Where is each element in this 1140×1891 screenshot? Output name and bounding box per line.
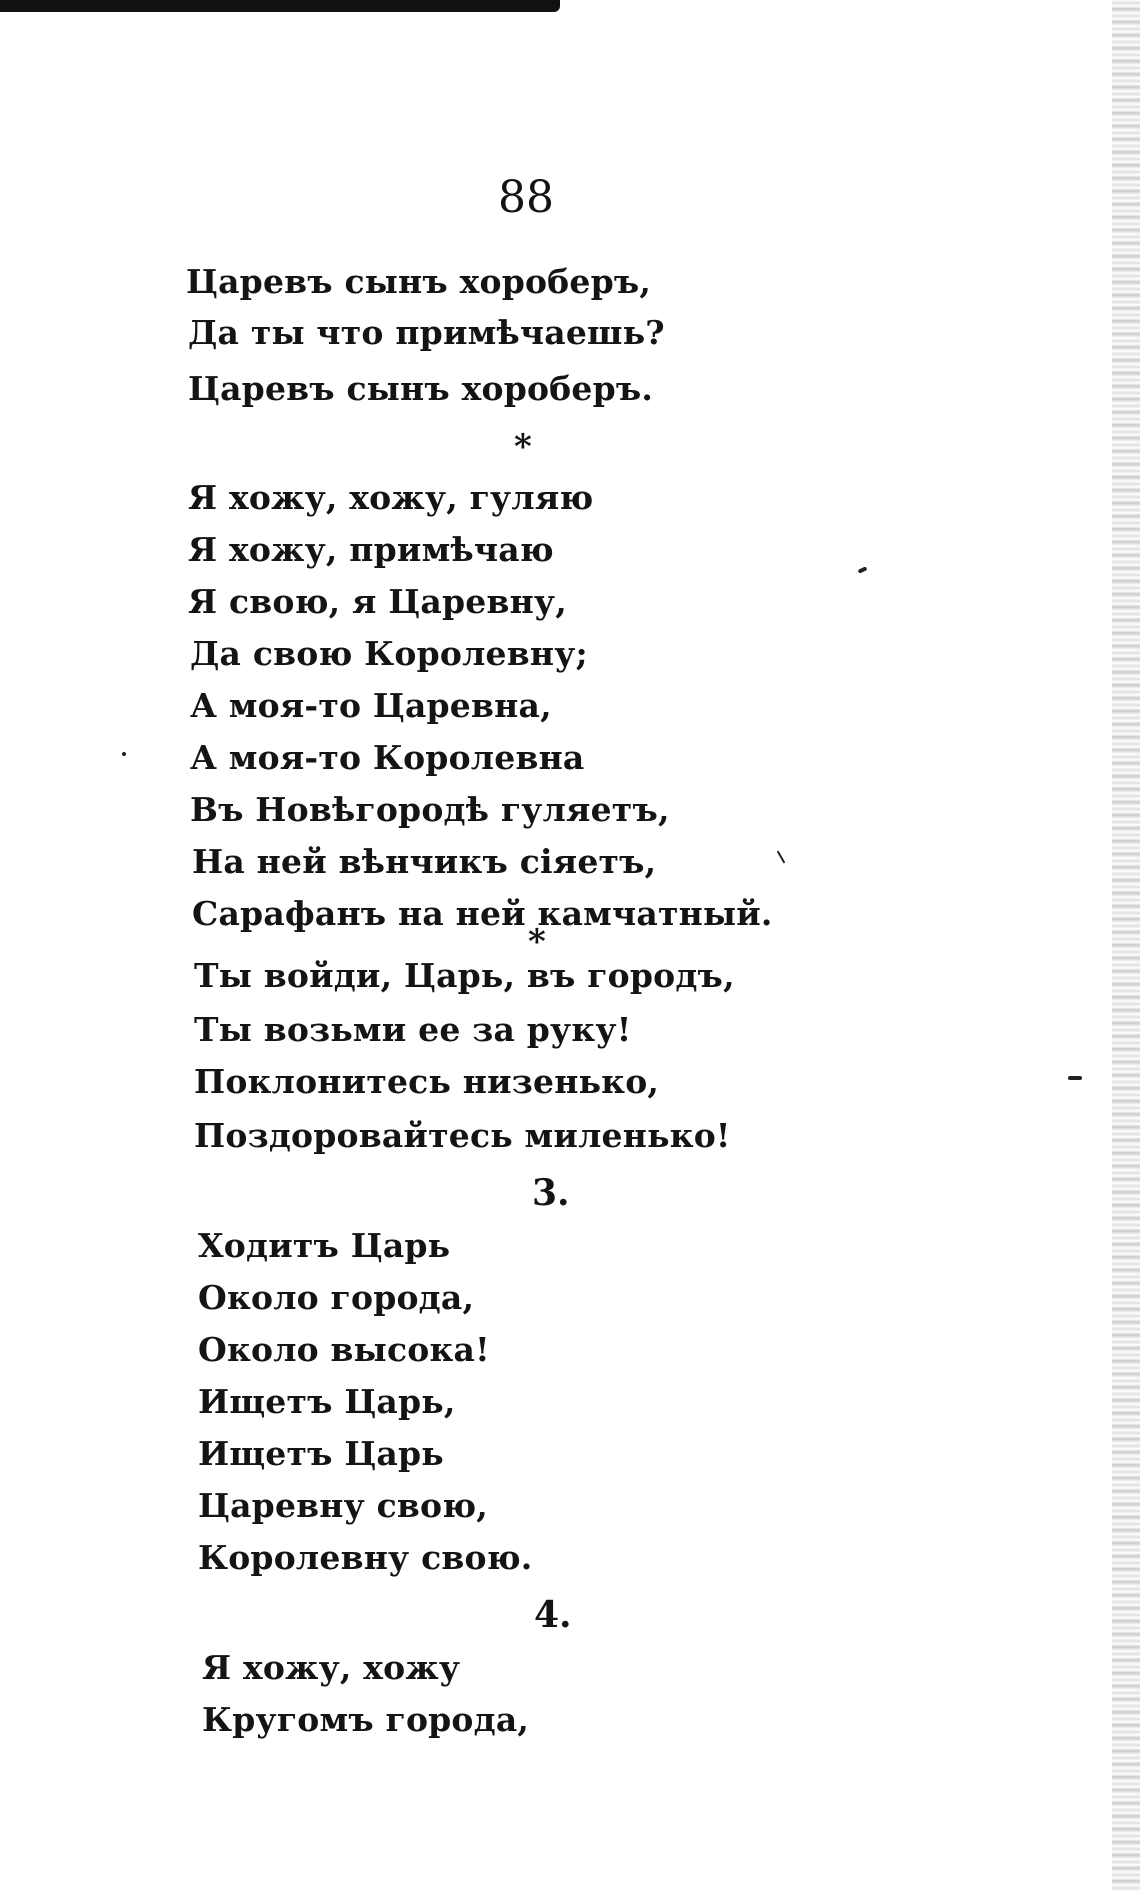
section-number: 4. (534, 1594, 572, 1636)
verse-line: Поклонитесь низенько, (194, 1062, 660, 1101)
verse-line: Царевъ сынъ хороберъ. (188, 369, 654, 408)
stanza-separator: * (514, 427, 532, 467)
scan-speck (777, 850, 786, 863)
verse-line: Я хожу, хожу (202, 1648, 461, 1687)
page-edge-shadow (1112, 0, 1140, 1891)
top-scan-rule (0, 0, 560, 12)
stanza-separator: * (528, 922, 546, 962)
verse-line: Да свою Королевну; (190, 634, 588, 673)
section-number: 3. (532, 1172, 570, 1214)
verse-line: Ходитъ Царь (198, 1226, 451, 1265)
verse-line: Сарафанъ на ней камчатный. (192, 894, 773, 933)
verse-line: Да ты что примѣчаешь? (188, 313, 665, 352)
verse-line: Кругомъ города, (202, 1700, 530, 1739)
scan-speck (858, 566, 868, 573)
scan-speck (122, 752, 126, 756)
scan-speck (1068, 1076, 1082, 1080)
verse-line: Я свою, я Царевну, (188, 582, 567, 621)
verse-line: А моя-то Царевна, (190, 686, 552, 725)
verse-line: Въ Новѣгородѣ гуляетъ, (190, 790, 670, 829)
verse-line: Я хожу, примѣчаю (188, 530, 554, 569)
verse-line: Поздоровайтесь миленько! (194, 1116, 731, 1155)
page-number: 88 (498, 172, 554, 223)
verse-line: А моя-то Королевна (190, 738, 585, 777)
verse-line: Я хожу, хожу, гуляю (188, 478, 594, 517)
verse-line: Ты возьми ее за руку! (194, 1010, 632, 1049)
verse-line: Ищетъ Царь (198, 1434, 444, 1473)
verse-line: На ней вѣнчикъ сіяетъ, (192, 842, 657, 881)
verse-line: Ты войди, Царь, въ городъ, (194, 956, 735, 995)
verse-line: Около высока! (198, 1330, 490, 1369)
verse-line: Королевну свою. (198, 1538, 533, 1577)
verse-line: Около города, (198, 1278, 475, 1317)
verse-line: Ищетъ Царь, (198, 1382, 456, 1421)
verse-line: Царевъ сынъ хороберъ, (186, 262, 652, 301)
verse-line: Царевну свою, (198, 1486, 488, 1525)
